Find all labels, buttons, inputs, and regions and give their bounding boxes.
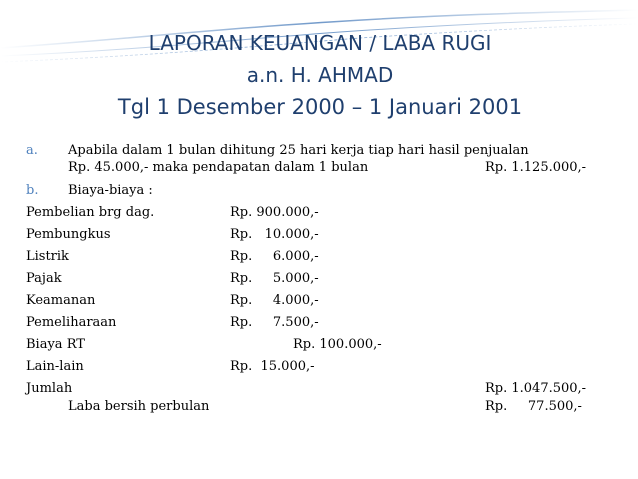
expense-amount: Rp. 10.000,- (230, 227, 319, 242)
expense-amount: Rp. 900.000,- (230, 205, 319, 220)
total-label: Jumlah (26, 381, 73, 396)
item-b-marker: b. (26, 183, 39, 198)
expense-amount: Rp. 15.000,- (230, 359, 315, 374)
report-title: LAPORAN KEUANGAN / LABA RUGI (148, 31, 492, 55)
net-profit-amount: Rp. 77.500,- (485, 399, 582, 414)
expense-label: Pembungkus (26, 227, 111, 242)
report-period: Tgl 1 Desember 2000 – 1 Januari 2001 (117, 95, 523, 119)
item-a-marker: a. (26, 143, 38, 158)
expense-amount: Rp. 7.500,- (230, 315, 319, 330)
net-profit-label: Laba bersih perbulan (68, 399, 210, 414)
expense-amount: Rp. 6.000,- (230, 249, 319, 264)
total-amount: Rp. 1.047.500,- (485, 381, 587, 396)
expense-amount: Rp. 5.000,- (230, 271, 319, 286)
expense-amount: Rp. 4.000,- (230, 293, 319, 308)
expense-label: Pembelian brg dag. (26, 205, 155, 220)
item-b-label: Biaya-biaya : (68, 183, 153, 198)
expense-label: Lain-lain (26, 359, 84, 374)
expense-label: Keamanan (26, 293, 96, 308)
expense-label: Listrik (26, 249, 69, 264)
report-owner: a.n. H. AHMAD (246, 63, 394, 87)
expense-amount: Rp. 100.000,- (293, 337, 382, 352)
expense-label: Biaya RT (26, 337, 85, 352)
expense-label: Pemeliharaan (26, 315, 117, 330)
item-a-text-line2: Rp. 45.000,- maka pendapatan dalam 1 bulan (68, 160, 369, 175)
item-a-text-line1: Apabila dalam 1 bulan dihitung 25 hari kerja tiap hari hasil penjualan (68, 143, 529, 158)
revenue-amount: Rp. 1.125.000,- (485, 160, 587, 175)
expense-label: Pajak (26, 271, 62, 286)
